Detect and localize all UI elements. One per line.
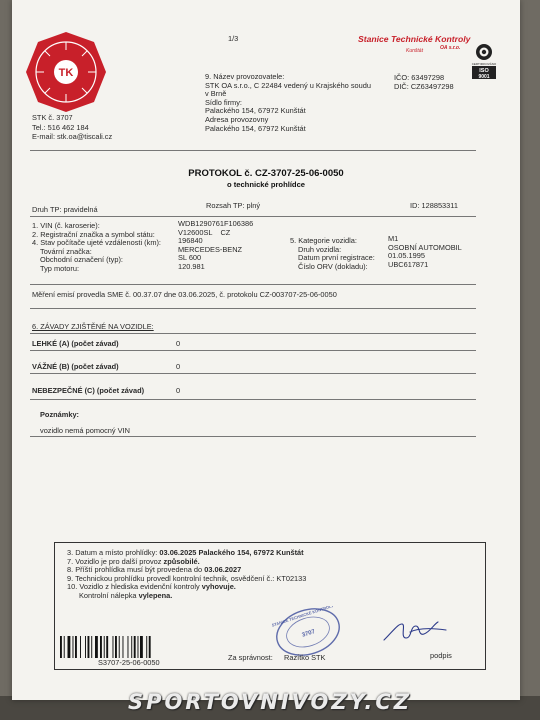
- vehicle-label: Číslo ORV (dokladu):: [298, 261, 368, 271]
- stamp-center-text: 3707: [301, 628, 316, 639]
- operator-line: 9. Název provozovatele:: [205, 72, 285, 81]
- vehicle-label: Typ motoru:: [40, 263, 80, 273]
- notes-heading: Poznámky:: [40, 410, 80, 419]
- barcode-bar: [128, 636, 129, 658]
- iso-number: 9001: [478, 74, 490, 80]
- vehicle-kind-value: OSOBNÍ AUTOMOBIL: [388, 242, 462, 252]
- registry-check-line: 10. Vozidlo z hlediska evidenční kontroly vyhovuje.: [67, 582, 236, 592]
- barcode-bar: [80, 636, 81, 658]
- divider: [30, 373, 476, 374]
- defects-dangerous-count: 0: [176, 386, 181, 395]
- vehicle-label: Tovární značka:: [40, 246, 92, 256]
- vehicle-label: Obchodní označení (typ):: [40, 255, 123, 265]
- tk-seal-logo: [24, 30, 108, 114]
- fitness-line: 7. Vozidlo je pro další provoz způsobilé.: [67, 556, 200, 566]
- station-email: E-mail: stk.oa@tiscali.cz: [32, 132, 113, 141]
- barcode-bar: [138, 636, 139, 658]
- vehicle-label: Datum první registrace:: [298, 253, 375, 263]
- operator-line: v Brně: [205, 89, 227, 99]
- barcode: [60, 636, 190, 658]
- station-number: STK č. 3707: [32, 113, 73, 122]
- vehicle-right-values: [388, 235, 462, 269]
- barcode-bar: [73, 636, 74, 658]
- iso-badge: [470, 42, 498, 80]
- result-lines: [67, 549, 306, 601]
- operator-line: Adresa provozovny: [205, 114, 269, 124]
- divider: [30, 436, 476, 437]
- ico: IČO: 63497298: [394, 73, 445, 82]
- operator-block: [205, 73, 371, 133]
- barcode-bar: [95, 636, 98, 658]
- watermark: SPORTOVNIVOZY.CZ: [128, 690, 412, 714]
- barcode-bar: [60, 636, 62, 658]
- barcode-bar: [100, 636, 102, 658]
- vehicle-values: [178, 220, 253, 272]
- barcode-bar: [119, 636, 120, 658]
- engine-value: 120.981: [178, 261, 205, 271]
- inspection-date-line: 3. Datum a místo prohlídky: 03.06.2025 Palackého 154, 67972 Kunštát: [67, 548, 304, 557]
- next-inspection-line: 8. Příští prohlídka musí být provedena do 03.06.2027: [67, 565, 242, 575]
- seal-tk-text: TK: [58, 67, 74, 79]
- divider: [30, 333, 476, 334]
- defects-light-count: 0: [176, 339, 181, 348]
- divider: [30, 284, 476, 285]
- barcode-bar: [64, 636, 65, 658]
- vehicle-label: Druh vozidla:: [298, 244, 342, 254]
- barcode-bar: [134, 636, 136, 658]
- vehicle-label: 2. Registrační značka a symbol státu:: [32, 229, 155, 239]
- defects-dangerous-label: NEBEZPEČNÉ (C) (počet závad): [32, 386, 145, 395]
- category-value: M1: [388, 234, 399, 243]
- barcode-bar: [104, 636, 105, 658]
- brand-name: Stanice Technické Kontroly: [358, 34, 471, 44]
- inspection-scope: Rozsah TP: plný: [206, 201, 261, 210]
- defects-serious-count: 0: [176, 362, 181, 371]
- page-number: 1/3: [228, 34, 239, 43]
- divider: [30, 308, 476, 309]
- iso-top-text: CERTIFIKOVÁNO: [471, 62, 497, 66]
- barcode-bar: [113, 636, 114, 658]
- barcode-bar: [123, 636, 124, 658]
- registration-value: V12600SL CZ: [178, 227, 231, 237]
- barcode-bar: [146, 636, 147, 658]
- barcode-bar: [149, 636, 151, 658]
- za-spravnost-label: Za správnost:: [228, 653, 273, 662]
- operator-line: STK OA s.r.o., C 22484 vedený u Krajského soudu: [205, 80, 371, 90]
- barcode-bar: [75, 636, 77, 658]
- station-phone: Tel.: 516 462 184: [32, 123, 89, 132]
- barcode-bar: [140, 636, 143, 658]
- vehicle-labels: [32, 222, 161, 274]
- barcode-bar: [88, 636, 90, 658]
- barcode-bar: [115, 636, 117, 658]
- barcode-bar: [68, 636, 71, 658]
- document-page: [12, 0, 520, 700]
- odometer-value: 196840: [178, 236, 203, 246]
- vin-value: WDB1290761F106386: [178, 219, 254, 228]
- barcode-text: S3707-25-06-0050: [98, 658, 160, 667]
- signature-label: podpis: [430, 651, 452, 660]
- barcode-bar: [91, 636, 92, 658]
- operator-line: Sídlo firmy:: [205, 97, 242, 107]
- defects-light-label: LEHKÉ (A) (počet závad): [32, 339, 119, 348]
- brand-sub: OA s.r.o.: [440, 45, 461, 51]
- operator-line: Palackého 154, 67972 Kunštát: [205, 123, 306, 133]
- model-value: SL 600: [178, 253, 202, 263]
- sticker-line: Kontrolní nálepka vylepena.: [79, 590, 173, 600]
- notes-text: vozidlo nemá pomocný VIN: [40, 426, 130, 435]
- stamp-ring-text: STANICE TECHNICKÉ KONTROLY: [272, 606, 335, 628]
- protocol-title: PROTOKOL č. CZ-3707-25-06-0050: [188, 168, 344, 179]
- defects-heading: 6. ZÁVADY ZJIŠTĚNÉ NA VOZIDLE:: [32, 322, 154, 331]
- barcode-bar: [131, 636, 132, 658]
- barcode-bar: [106, 636, 108, 658]
- barcode-bar: [85, 636, 86, 658]
- inspection-type: Druh TP: pravidelná: [32, 205, 98, 214]
- technician-line: 9. Technickou prohlídku provedl kontrolní technik, osvědčení č.: KT02133: [67, 573, 307, 583]
- vehicle-label: 4. Stav počítače ujeté vzdálenosti (km):: [32, 238, 161, 248]
- signature: [380, 616, 450, 651]
- divider: [30, 399, 476, 400]
- divider: [30, 350, 476, 351]
- stamp-label: Razítko STK: [284, 653, 326, 662]
- vehicle-label: 5. Kategorie vozidla:: [290, 236, 357, 245]
- vehicle-label: 1. VIN (č. karoserie):: [32, 221, 100, 230]
- operator-line: Palackého 154, 67972 Kunštát: [205, 106, 306, 116]
- first-registration-value: 01.05.1995: [388, 251, 425, 261]
- emissions-note: Měření emisí provedla SME č. 00.37.07 dne 03.06.2025, č. protokolu CZ-003707-25-06-0050: [32, 290, 337, 299]
- divider: [30, 150, 476, 151]
- dic: DIČ: CZ63497298: [394, 82, 454, 91]
- protocol-subtitle: o technické prohlídce: [226, 180, 306, 189]
- brand-place: Kunštát: [406, 48, 423, 54]
- orv-value: UBC617871: [388, 259, 429, 269]
- divider: [30, 216, 476, 217]
- defects-serious-label: VÁŽNÉ (B) (počet závad): [32, 362, 119, 371]
- inspection-id: ID: 128853311: [410, 201, 458, 210]
- vehicle-right-labels: [290, 237, 375, 271]
- iso-label: ISO: [479, 68, 489, 74]
- make-value: MERCEDES-BENZ: [178, 244, 243, 254]
